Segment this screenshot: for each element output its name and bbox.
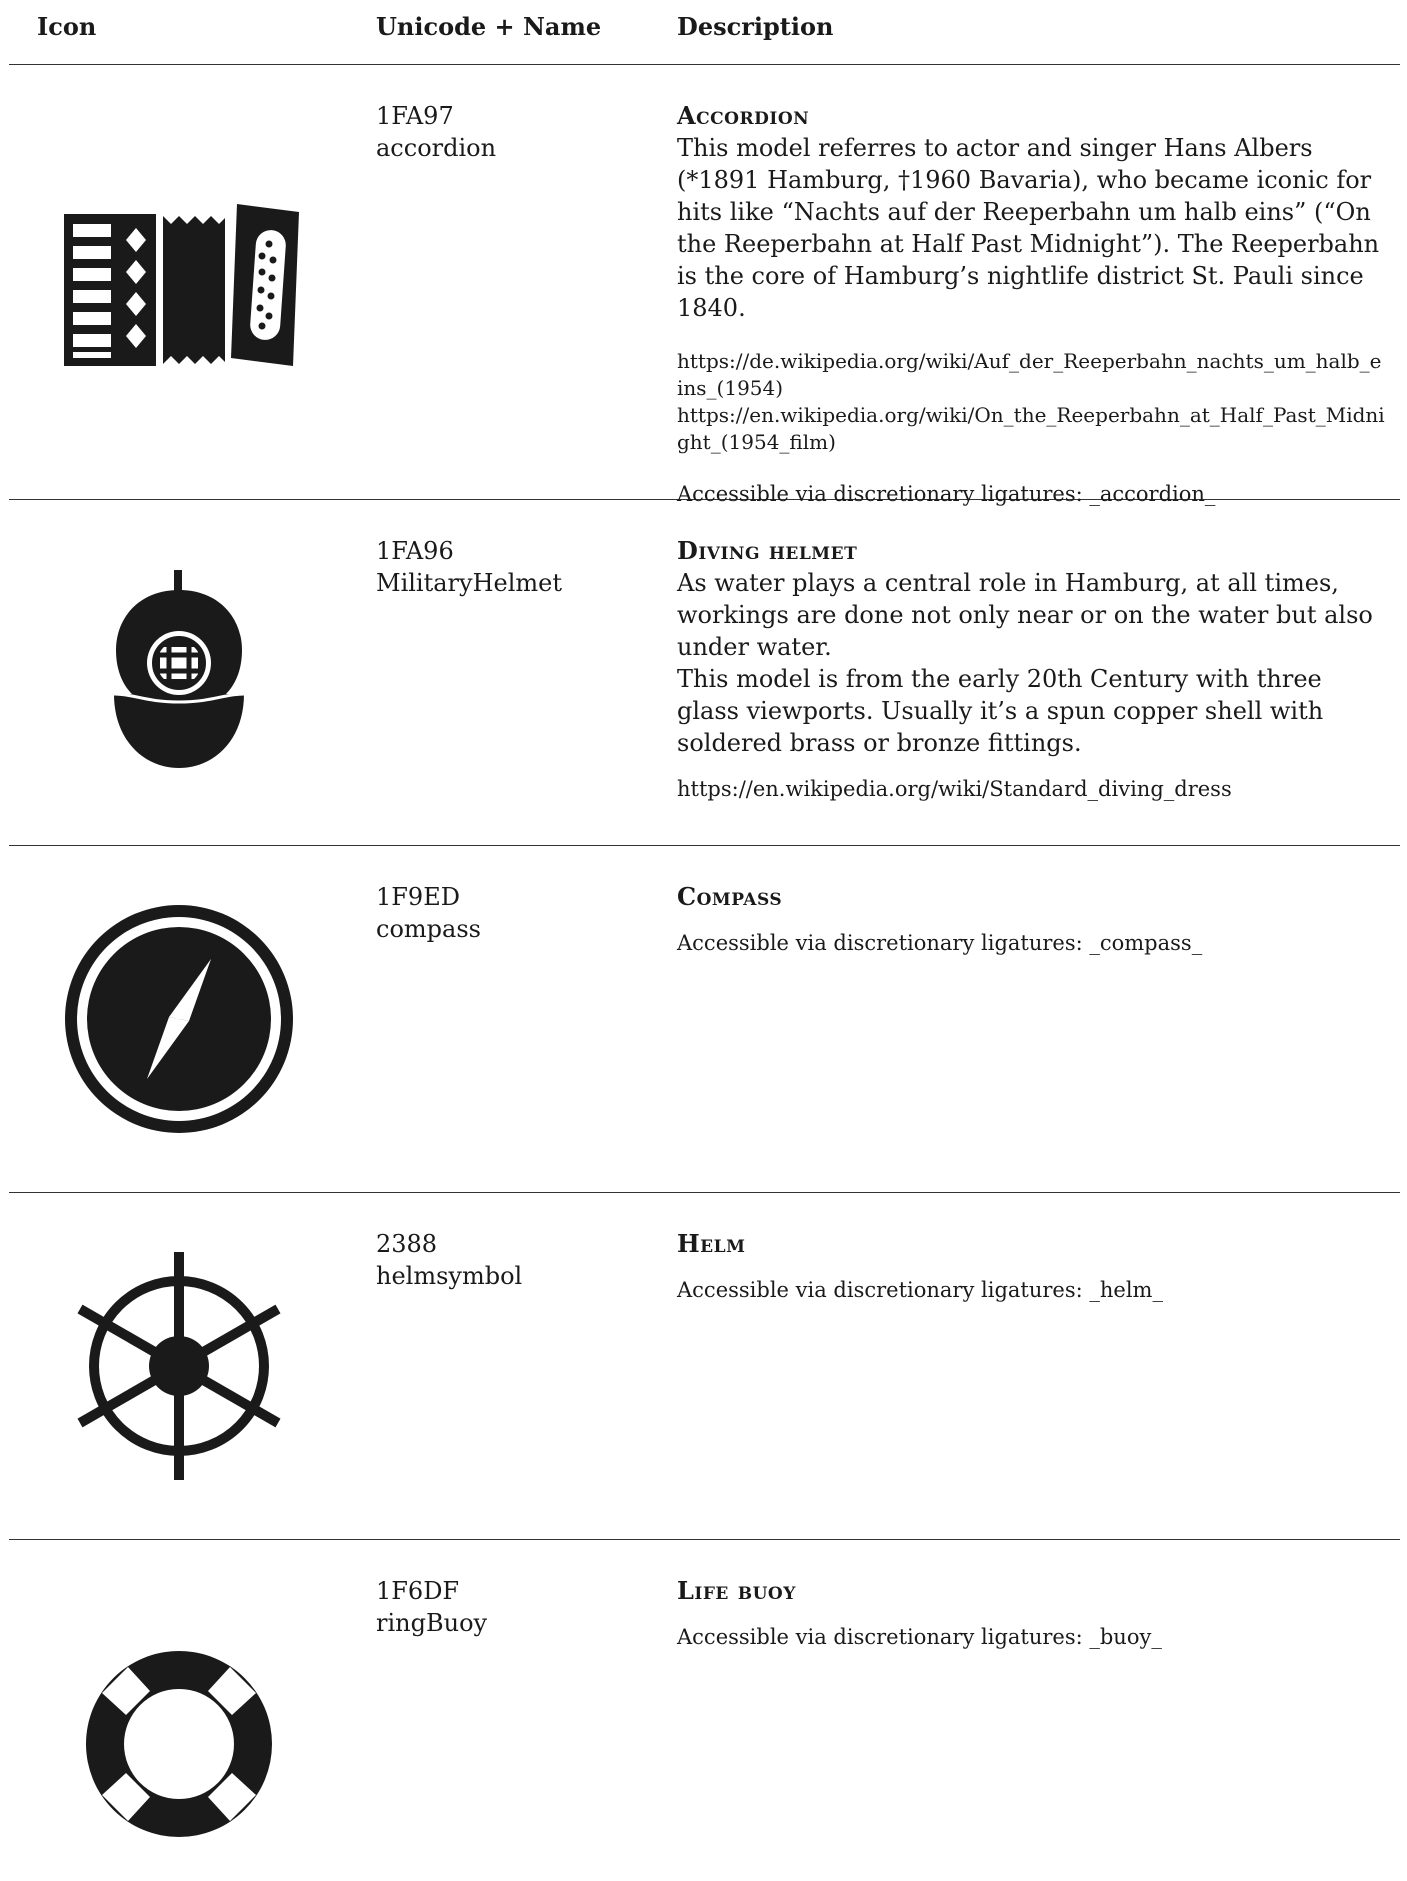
wikipedia-link-de[interactable]: https://de.wikipedia.org/wiki/Auf_der_Reeperbahn_nachts_um_halb_eins_(1954): [677, 349, 1382, 400]
unicode-code: 2388: [376, 1230, 438, 1258]
ligature-note: Accessible via discretionary ligatures: _buoy_: [677, 1625, 1162, 1649]
entry-title: Diving helmet: [677, 536, 858, 565]
entry-title: Compass: [677, 882, 783, 911]
description-cell: [677, 1575, 1387, 1651]
table-row: [9, 845, 1400, 1193]
glyph-name: helmsymbol: [376, 1262, 523, 1290]
description-cell: [677, 100, 1387, 508]
life-buoy-icon: [84, 1649, 274, 1839]
wikipedia-link-en[interactable]: https://en.wikipedia.org/wiki/Standard_diving_dress: [677, 777, 1232, 801]
table-row: [9, 64, 1400, 506]
table-row: [9, 1192, 1400, 1540]
header-description: Description: [677, 12, 834, 41]
accordion-icon: [59, 194, 299, 369]
compass-icon: [63, 903, 295, 1135]
ligature-note: Accessible via discretionary ligatures: _accordion_: [677, 482, 1216, 506]
table-header: [9, 0, 1400, 65]
glyph-name: accordion: [376, 134, 497, 162]
unicode-code: 1FA96: [376, 537, 454, 565]
unicode-code: 1F9ED: [376, 883, 460, 911]
icon-cell: [9, 64, 349, 499]
description-cell: [677, 1228, 1387, 1304]
icon-cell: [9, 1192, 349, 1539]
icon-cell: [9, 1539, 349, 1881]
code-cell: [376, 881, 656, 945]
glyph-name: MilitaryHelmet: [376, 569, 562, 597]
helm-icon: [74, 1250, 284, 1482]
diving-helmet-icon: [104, 570, 254, 775]
ligature-note: Accessible via discretionary ligatures: _helm_: [677, 1278, 1163, 1302]
code-cell: [376, 100, 656, 164]
icon-cell: [9, 845, 349, 1192]
entry-text: This model referres to actor and singer Hans Albers (*1891 Hamburg, †1960 Bavaria), who became iconic for hits like “Nachts auf der Reeperbahn um halb eins” (“On the Reeperbahn at Half Past Midnight”). The Reeperbahn is the core of Hamburg’s nightlife district St. Pauli since 1840.: [677, 134, 1380, 322]
table-row: [9, 1539, 1400, 1881]
unicode-code: 1FA97: [376, 102, 454, 130]
code-cell: [376, 1228, 656, 1292]
entry-title: Helm: [677, 1229, 746, 1258]
entry-text-2: This model is from the early 20th Century with three glass viewports. Usually it’s a spun copper shell with soldered brass or bronze fittings.: [677, 665, 1324, 757]
description-cell: [677, 881, 1387, 957]
code-cell: [376, 535, 656, 599]
glyph-name: ringBuoy: [376, 1609, 488, 1637]
description-cell: [677, 535, 1387, 803]
wikipedia-link-en[interactable]: https://en.wikipedia.org/wiki/On_the_Reeperbahn_at_Half_Past_Midnight_(1954_film): [677, 403, 1385, 454]
entry-title: Accordion: [677, 101, 810, 130]
icon-cell: [9, 499, 349, 845]
entry-title: Life buoy: [677, 1576, 796, 1605]
table-row: [9, 499, 1400, 846]
entry-text: As water plays a central role in Hamburg, at all times, workings are done not only near or on the water but also under water.: [677, 569, 1373, 661]
ligature-note: Accessible via discretionary ligatures: _compass_: [677, 931, 1203, 955]
unicode-code: 1F6DF: [376, 1577, 460, 1605]
glyph-name: compass: [376, 915, 481, 943]
header-icon: Icon: [37, 12, 97, 41]
header-unicode-name: Unicode + Name: [376, 12, 602, 41]
code-cell: [376, 1575, 656, 1639]
